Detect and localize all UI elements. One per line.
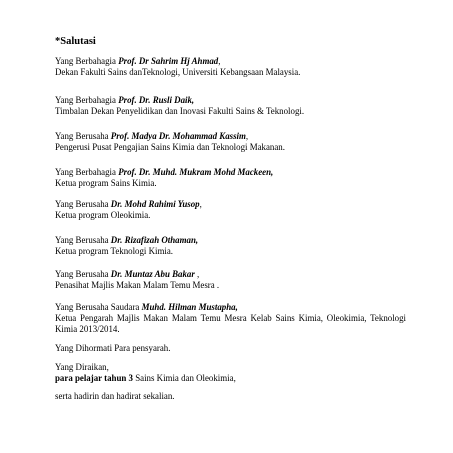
salutation-1	[55, 56, 405, 78]
salutation-suffix: ,	[245, 131, 249, 141]
salutation-prefix: Yang Berbahagia	[55, 95, 119, 105]
salutation-prefix: Yang Berusaha	[55, 131, 111, 141]
salutation-name: Dr. Mohd Rahimi Yusop	[110, 199, 200, 209]
salutation-name: Prof. Dr. Muhd. Mukram Mohd Mackeen,	[118, 167, 274, 177]
lecturers-line: Yang Dihormati Para pensyarah.	[55, 343, 171, 353]
salutation-name: Dr. Muntaz Abu Bakar	[110, 269, 195, 279]
salutation-6	[55, 235, 405, 257]
salutation-role: Penasihat Majlis Makan Malam Temu Mesra .	[55, 280, 220, 290]
salutation-suffix: ,	[218, 56, 221, 66]
salutation-name: Prof. Madya Dr. Mohammad Kassim	[110, 131, 246, 141]
salutation-4	[55, 167, 405, 189]
closing-line: serta hadirin dan hadirat sekalian.	[55, 391, 175, 401]
salutation-7	[55, 269, 405, 291]
salutation-prefix: Yang Berusaha	[55, 199, 111, 209]
salutation-3	[55, 131, 405, 153]
salutation-prefix: Yang Berusaha	[55, 235, 111, 245]
salutation-prefix: Yang Berbahagia	[55, 167, 119, 177]
salutation-prefix: Yang Berusaha	[55, 269, 111, 279]
students-bold: para pelajar tahun 3	[55, 373, 133, 383]
salutation-role: Ketua Pengarah Majlis Makan Malam Temu Mesra Kelab Sains Kimia, Oleokimia, Teknologi Kimia 2013/2014.	[55, 313, 406, 334]
salutation-5	[55, 199, 405, 221]
salutation-role: Timbalan Dekan Penyelidikan dan Inovasi Fakulti Sains & Teknologi.	[55, 106, 305, 116]
salutation-suffix: ,	[199, 199, 202, 209]
salutation-name: Prof. Dr Sahrim Hj Ahmad	[118, 56, 219, 66]
salutation-role: Ketua program Oleokimia.	[55, 210, 151, 220]
salutation-role: Dekan Fakulti Sains danTeknologi, Universiti Kebangsaan Malaysia.	[55, 67, 301, 77]
salutation-suffix: ,	[194, 269, 200, 279]
document-title: *Salutasi	[55, 36, 96, 47]
salutation-prefix: Yang Berusaha Saudara	[55, 302, 142, 312]
honoured-line: Yang Diraikan,	[55, 362, 109, 372]
salutation-role: Ketua program Sains Kimia.	[55, 178, 157, 188]
salutation-prefix: Yang Berbahagia	[55, 56, 119, 66]
salutation-name: Prof. Dr. Rusli Daik,	[118, 95, 195, 105]
salutation-name: Dr. Rizafizah Othaman,	[110, 235, 199, 245]
salutation-role: Ketua program Teknologi Kimia.	[55, 246, 174, 256]
students-rest: Sains Kimia dan Oleokimia,	[133, 373, 236, 383]
salutation-name: Muhd. Hilman Mustapha,	[141, 302, 238, 312]
salutation-2	[55, 95, 405, 117]
salutation-role: Pengerusi Pusat Pengajian Sains Kimia dan Teknologi Makanan.	[55, 142, 285, 152]
salutation-8	[55, 302, 405, 335]
honoured-guests	[55, 362, 405, 384]
